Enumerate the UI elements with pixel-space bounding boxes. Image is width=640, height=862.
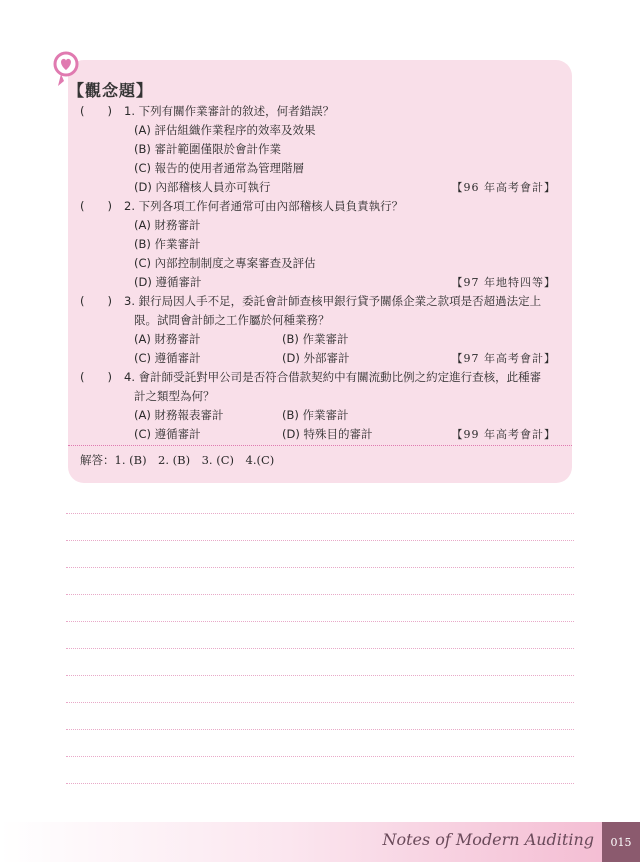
exam-source: 【99 年高考會計】	[451, 428, 556, 441]
note-line	[66, 621, 574, 622]
option-b: (B) 作業審計	[134, 237, 201, 251]
note-line	[66, 594, 574, 595]
question-text-line-2: 限。試問會計師之工作屬於何種業務？	[134, 313, 330, 327]
option-a: (A) 財務審計	[134, 332, 201, 346]
option-c: (C) 遵循審計	[134, 351, 201, 365]
option-a: (A) 評估組織作業程序的效率及效果	[134, 123, 316, 137]
answer-blank: ( )	[80, 199, 112, 213]
option-d: (D) 內部稽核人員亦可執行	[134, 180, 271, 194]
note-line	[66, 648, 574, 649]
option-a: (A) 財務報表審計	[134, 408, 224, 422]
book-title: Notes of Modern Auditing	[382, 830, 594, 849]
answer-blank: ( )	[80, 370, 112, 384]
exam-source: 【97 年高考會計】	[451, 352, 556, 365]
answer-divider	[68, 445, 572, 446]
note-line	[66, 567, 574, 568]
option-d: (D) 遵循審計	[134, 275, 202, 289]
page-number: 015	[602, 822, 640, 862]
option-b: (B) 作業審計	[282, 332, 349, 346]
option-c: (C) 遵循審計	[134, 427, 201, 441]
option-c: (C) 內部控制制度之專案審查及評估	[134, 256, 316, 270]
note-line	[66, 675, 574, 676]
option-a: (A) 財務審計	[134, 218, 201, 232]
section-title: 【觀念題】	[68, 81, 154, 100]
note-line	[66, 702, 574, 703]
question-text: 1. 下列有關作業審計的敘述，何者錯誤？	[124, 104, 335, 118]
question-text: 2. 下列各項工作何者通常可由內部稽核人員負責執行？	[124, 199, 404, 213]
note-line	[66, 729, 574, 730]
exam-source: 【96 年高考會計】	[451, 181, 556, 194]
answer-blank: ( )	[80, 294, 112, 308]
option-d: (D) 外部審計	[282, 351, 350, 365]
question-text-line-1: 3. 銀行局因人手不足，委託會計師查核甲銀行貸予關係企業之款項是否超過法定上	[124, 294, 542, 308]
answer-key: 解答：1. (B) 2. (B) 3. (C) 4.(C)	[80, 453, 275, 467]
option-b: (B) 作業審計	[282, 408, 349, 422]
note-line	[66, 540, 574, 541]
note-line	[66, 783, 574, 784]
answer-blank: ( )	[80, 104, 112, 118]
option-b: (B) 審計範圍僅限於會計作業	[134, 142, 282, 156]
question-text-line-1: 4. 會計師受託對甲公司是否符合借款契約中有關流動比例之約定進行查核，此種審	[124, 370, 542, 384]
option-d: (D) 特殊目的審計	[282, 427, 373, 441]
exam-source: 【97 年地特四等】	[451, 276, 556, 289]
note-line	[66, 756, 574, 757]
option-c: (C) 報告的使用者通常為管理階層	[134, 161, 305, 175]
question-text-line-2: 計之類型為何？	[134, 389, 215, 403]
note-line	[66, 513, 574, 514]
